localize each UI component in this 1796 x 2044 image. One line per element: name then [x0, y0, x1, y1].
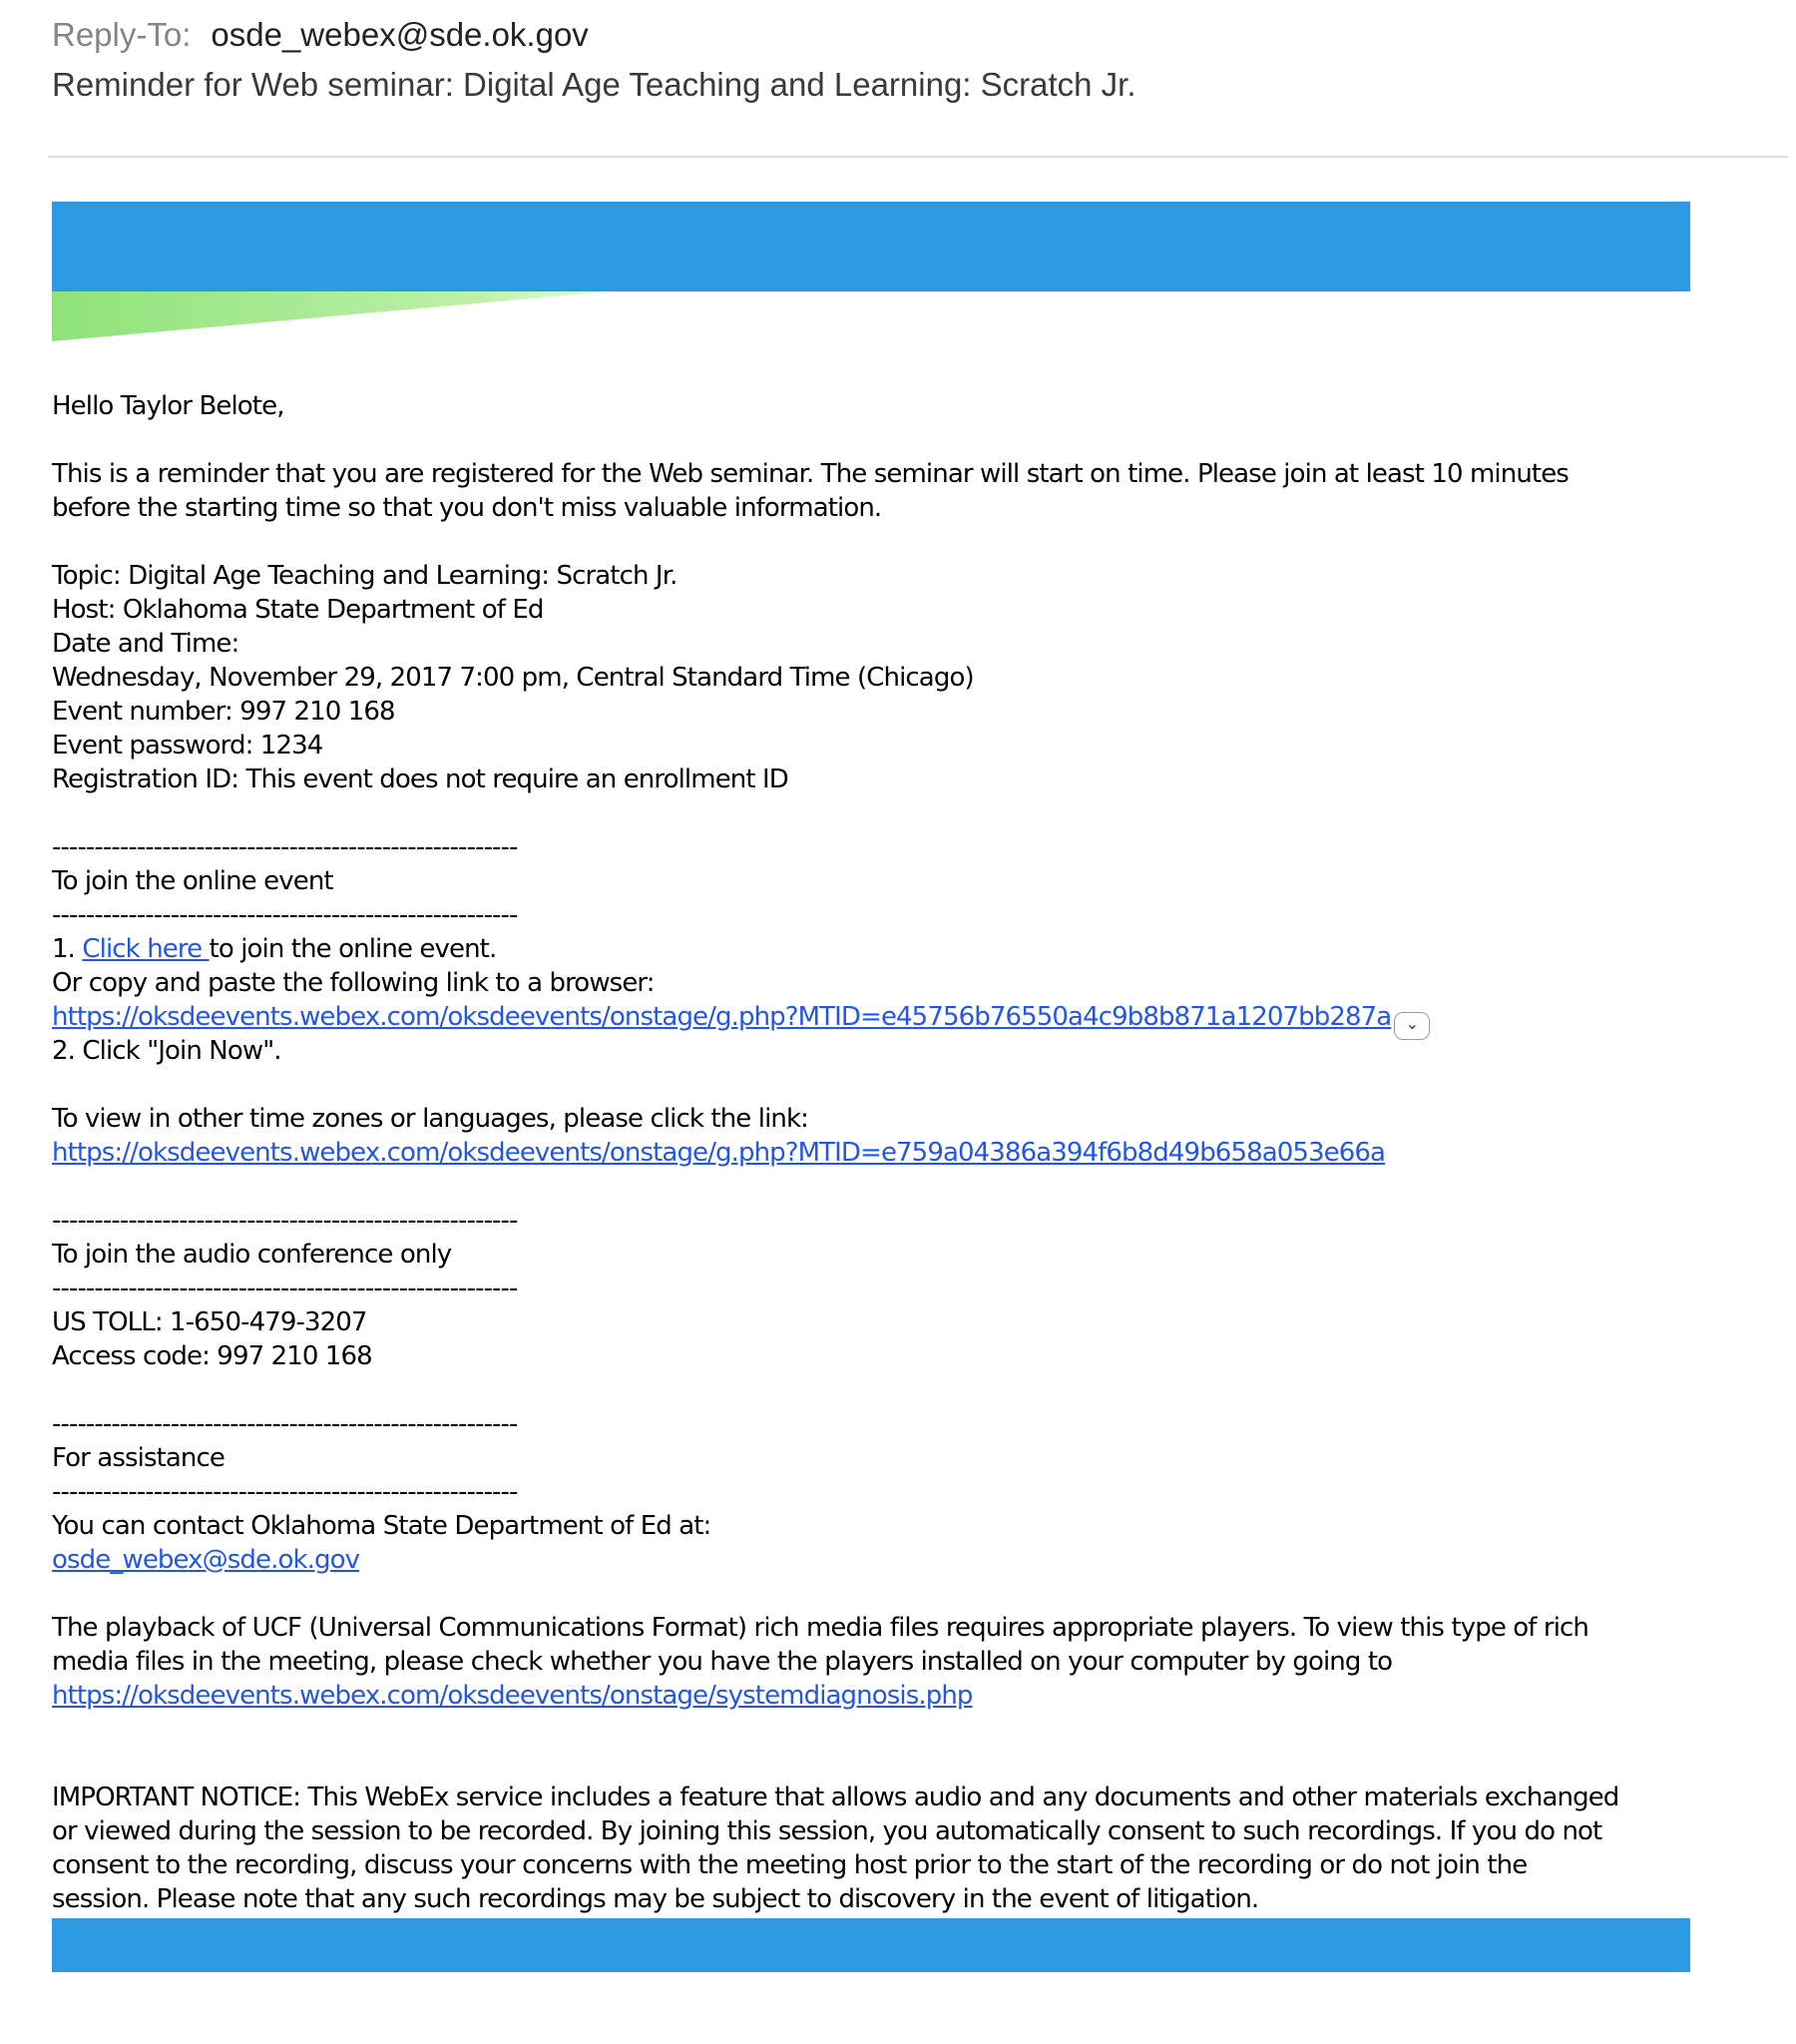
contact-email-line	[52, 1543, 1708, 1577]
reply-to-address[interactable]: osde_webex@sde.ok.gov	[211, 16, 589, 53]
header-divider	[48, 156, 1788, 158]
banner-wave-graphic	[52, 291, 651, 341]
divider-line: -------------------------------------------------------	[52, 1477, 518, 1507]
timezone-url-line	[52, 1136, 1708, 1170]
chevron-down-icon[interactable]: ⌄	[1394, 1012, 1430, 1040]
join-url-line	[52, 1000, 1708, 1034]
step-1-suffix: to join the online event.	[209, 934, 497, 964]
playback-line-2: media files in the meeting, please check whether you have the players installed on your computer by going to	[52, 1647, 1393, 1677]
greeting: Hello Taylor Belote,	[52, 391, 284, 421]
divider-line: -------------------------------------------------------	[52, 1274, 518, 1303]
intro-line-1: This is a reminder that you are registered for the Web seminar. The seminar will start on time. Please join at least 10 minutes	[52, 459, 1569, 489]
event-password: Event password: 1234	[52, 731, 323, 761]
mail-header	[52, 10, 1788, 110]
email-subject: Reminder for Web seminar: Digital Age Teaching and Learning: Scratch Jr.	[52, 66, 1136, 103]
copy-link-line: Or copy and paste the following link to a browser:	[52, 968, 655, 998]
step-1-prefix: 1.	[52, 934, 83, 964]
host-line: Host: Oklahoma State Department of Ed	[52, 595, 544, 625]
date-label: Date and Time:	[52, 629, 239, 659]
reply-to-label: Reply-To:	[52, 16, 192, 53]
divider-line: -------------------------------------------------------	[52, 832, 518, 862]
divider-line: -------------------------------------------------------	[52, 1206, 518, 1236]
click-here-link[interactable]: Click here	[82, 934, 210, 964]
step-2-line: 2. Click "Join Now".	[52, 1036, 281, 1066]
email-banner-top	[52, 202, 1690, 291]
notice-line-4: session. Please note that any such recordings may be subject to discovery in the event of litigation.	[52, 1884, 1259, 1914]
playback-url-line	[52, 1679, 1708, 1713]
divider-line: -------------------------------------------------------	[52, 1409, 518, 1439]
access-code-line: Access code: 997 210 168	[52, 1341, 372, 1371]
registration-id: Registration ID: This event does not require an enrollment ID	[52, 765, 788, 794]
notice-line-2: or viewed during the session to be recorded. By joining this session, you automatically consent to such recordings. If you do not	[52, 1816, 1602, 1846]
email-banner-bottom	[52, 1918, 1690, 1972]
notice-line-1: IMPORTANT NOTICE: This WebEx service includes a feature that allows audio and any documents and other materials exchanged	[52, 1783, 1619, 1812]
us-toll-line: US TOLL: 1-650-479-3207	[52, 1307, 367, 1337]
reply-to-row	[52, 10, 1788, 60]
timezone-line: To view in other time zones or languages, please click the link:	[52, 1104, 808, 1134]
notice-line-3: consent to the recording, discuss your concerns with the meeting host prior to the start of the recording or do not join the	[52, 1850, 1528, 1880]
timezone-url-link[interactable]: https://oksdeevents.webex.com/oksdeevents/onstage/g.php?MTID=e759a04386a394f6b8d49b658a053e66a	[52, 1138, 1386, 1168]
event-number: Event number: 997 210 168	[52, 697, 395, 727]
playback-line-1: The playback of UCF (Universal Communications Format) rich media files requires appropriate players. To view this type of rich	[52, 1613, 1589, 1643]
contact-line: You can contact Oklahoma State Department of Ed at:	[52, 1511, 711, 1541]
contact-email-link[interactable]: osde_webex@sde.ok.gov	[52, 1545, 360, 1575]
topic-line: Topic: Digital Age Teaching and Learning: Scratch Jr.	[52, 561, 677, 591]
assistance-heading: For assistance	[52, 1443, 224, 1473]
audio-heading: To join the audio conference only	[52, 1240, 452, 1270]
email-body	[52, 389, 1708, 1916]
online-heading: To join the online event	[52, 866, 333, 896]
date-value: Wednesday, November 29, 2017 7:00 pm, Central Standard Time (Chicago)	[52, 663, 974, 693]
intro-line-2: before the starting time so that you don't miss valuable information.	[52, 493, 882, 523]
divider-line: -------------------------------------------------------	[52, 900, 518, 930]
join-url-link[interactable]: https://oksdeevents.webex.com/oksdeevents/onstage/g.php?MTID=e45756b76550a4c9b8b871a1207bb287a	[52, 1002, 1392, 1032]
system-diagnosis-link[interactable]: https://oksdeevents.webex.com/oksdeevents/onstage/systemdiagnosis.php	[52, 1681, 973, 1711]
step-1-line	[52, 932, 1708, 966]
